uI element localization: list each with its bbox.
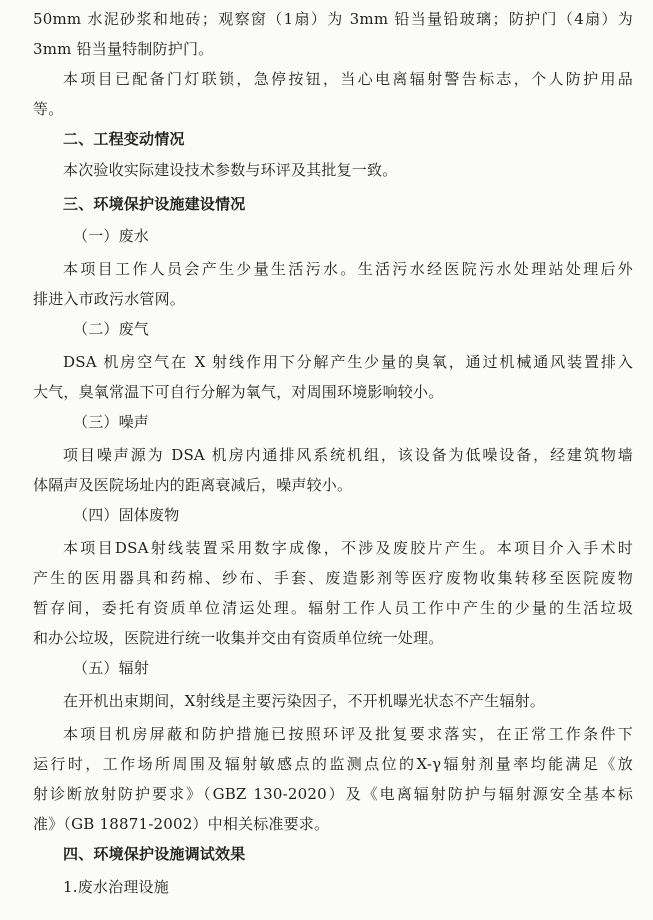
- paragraph-line: 在开机出束期间，X射线是主要污染因子，不开机曝光状态不产生辐射。: [63, 692, 546, 710]
- subheading-radiation: （五）辐射: [73, 659, 150, 677]
- section-heading-commissioning: 四、环境保护设施调试效果: [63, 845, 246, 863]
- paragraph-line: 运行时，工作场所周围及辐射敏感点的监测点位的X-γ辐射剂量率均能满足《放: [33, 755, 633, 773]
- paragraph-line: 和办公垃圾，医院进行统一收集并交由有资质单位统一处理。: [33, 629, 444, 647]
- subheading-waste-gas: （二）废气: [73, 320, 150, 338]
- paragraph-line: 3mm 铅当量特制防护门。: [33, 40, 214, 58]
- paragraph-line: DSA 机房空气在 X 射线作用下分解产生少量的臭氧，通过机械通风装置排入: [63, 353, 633, 371]
- paragraph-line: 暂存间，委托有资质单位清运处理。辐射工作人员工作中产生的少量的生活垃圾: [33, 599, 633, 617]
- paragraph-line: 大气，臭氧常温下可自行分解为氧气，对周围环境影响较小。: [33, 383, 444, 401]
- paragraph-line: 产生的医用器具和药棉、纱布、手套、废造影剂等医疗废物收集转移至医院废物: [33, 569, 633, 587]
- paragraph-line: 50mm 水泥砂浆和地砖；观察窗（1扇）为 3mm 铅当量铅玻璃；防护门（4扇）为: [33, 10, 633, 28]
- subheading-wastewater: （一）废水: [73, 227, 150, 245]
- paragraph-line: 准》（GB 18871-2002）中相关标准要求。: [33, 815, 330, 833]
- paragraph-line: 排进入市政污水管网。: [33, 290, 186, 308]
- paragraph-line: 射诊断放射防护要求》（GBZ 130-2020）及《电离辐射防护与辐射源安全基本标: [33, 785, 633, 803]
- paragraph-line: 本项目机房屏蔽和防护措施已按照环评及批复要求落实，在正常工作条件下: [63, 725, 633, 743]
- subheading-noise: （三）噪声: [73, 413, 150, 431]
- paragraph-line: 体隔声及医院场址内的距离衰减后，噪声较小。: [33, 476, 353, 494]
- paragraph-line: 本项目工作人员会产生少量生活污水。生活污水经医院污水处理站处理后外: [63, 260, 633, 278]
- subheading-wastewater-facility: 1.废水治理设施: [63, 878, 169, 896]
- paragraph-line: 本项目已配备门灯联锁，急停按钮，当心电离辐射警告标志，个人防护用品: [63, 70, 633, 88]
- paragraph-line: 等。: [33, 100, 64, 118]
- paragraph-line: 本项目DSA射线装置采用数字成像，不涉及废胶片产生。本项目介入手术时: [63, 539, 633, 557]
- paragraph-line: 本次验收实际建设技术参数与环评及其批复一致。: [63, 161, 398, 179]
- subheading-solid-waste: （四）固体废物: [73, 506, 180, 524]
- section-heading-env-facilities: 三、环境保护设施建设情况: [63, 195, 246, 213]
- section-heading-engineering-changes: 二、工程变动情况: [63, 130, 185, 148]
- paragraph-line: 项目噪声源为 DSA 机房内通排风系统机组，该设备为低噪设备，经建筑物墙: [63, 446, 633, 464]
